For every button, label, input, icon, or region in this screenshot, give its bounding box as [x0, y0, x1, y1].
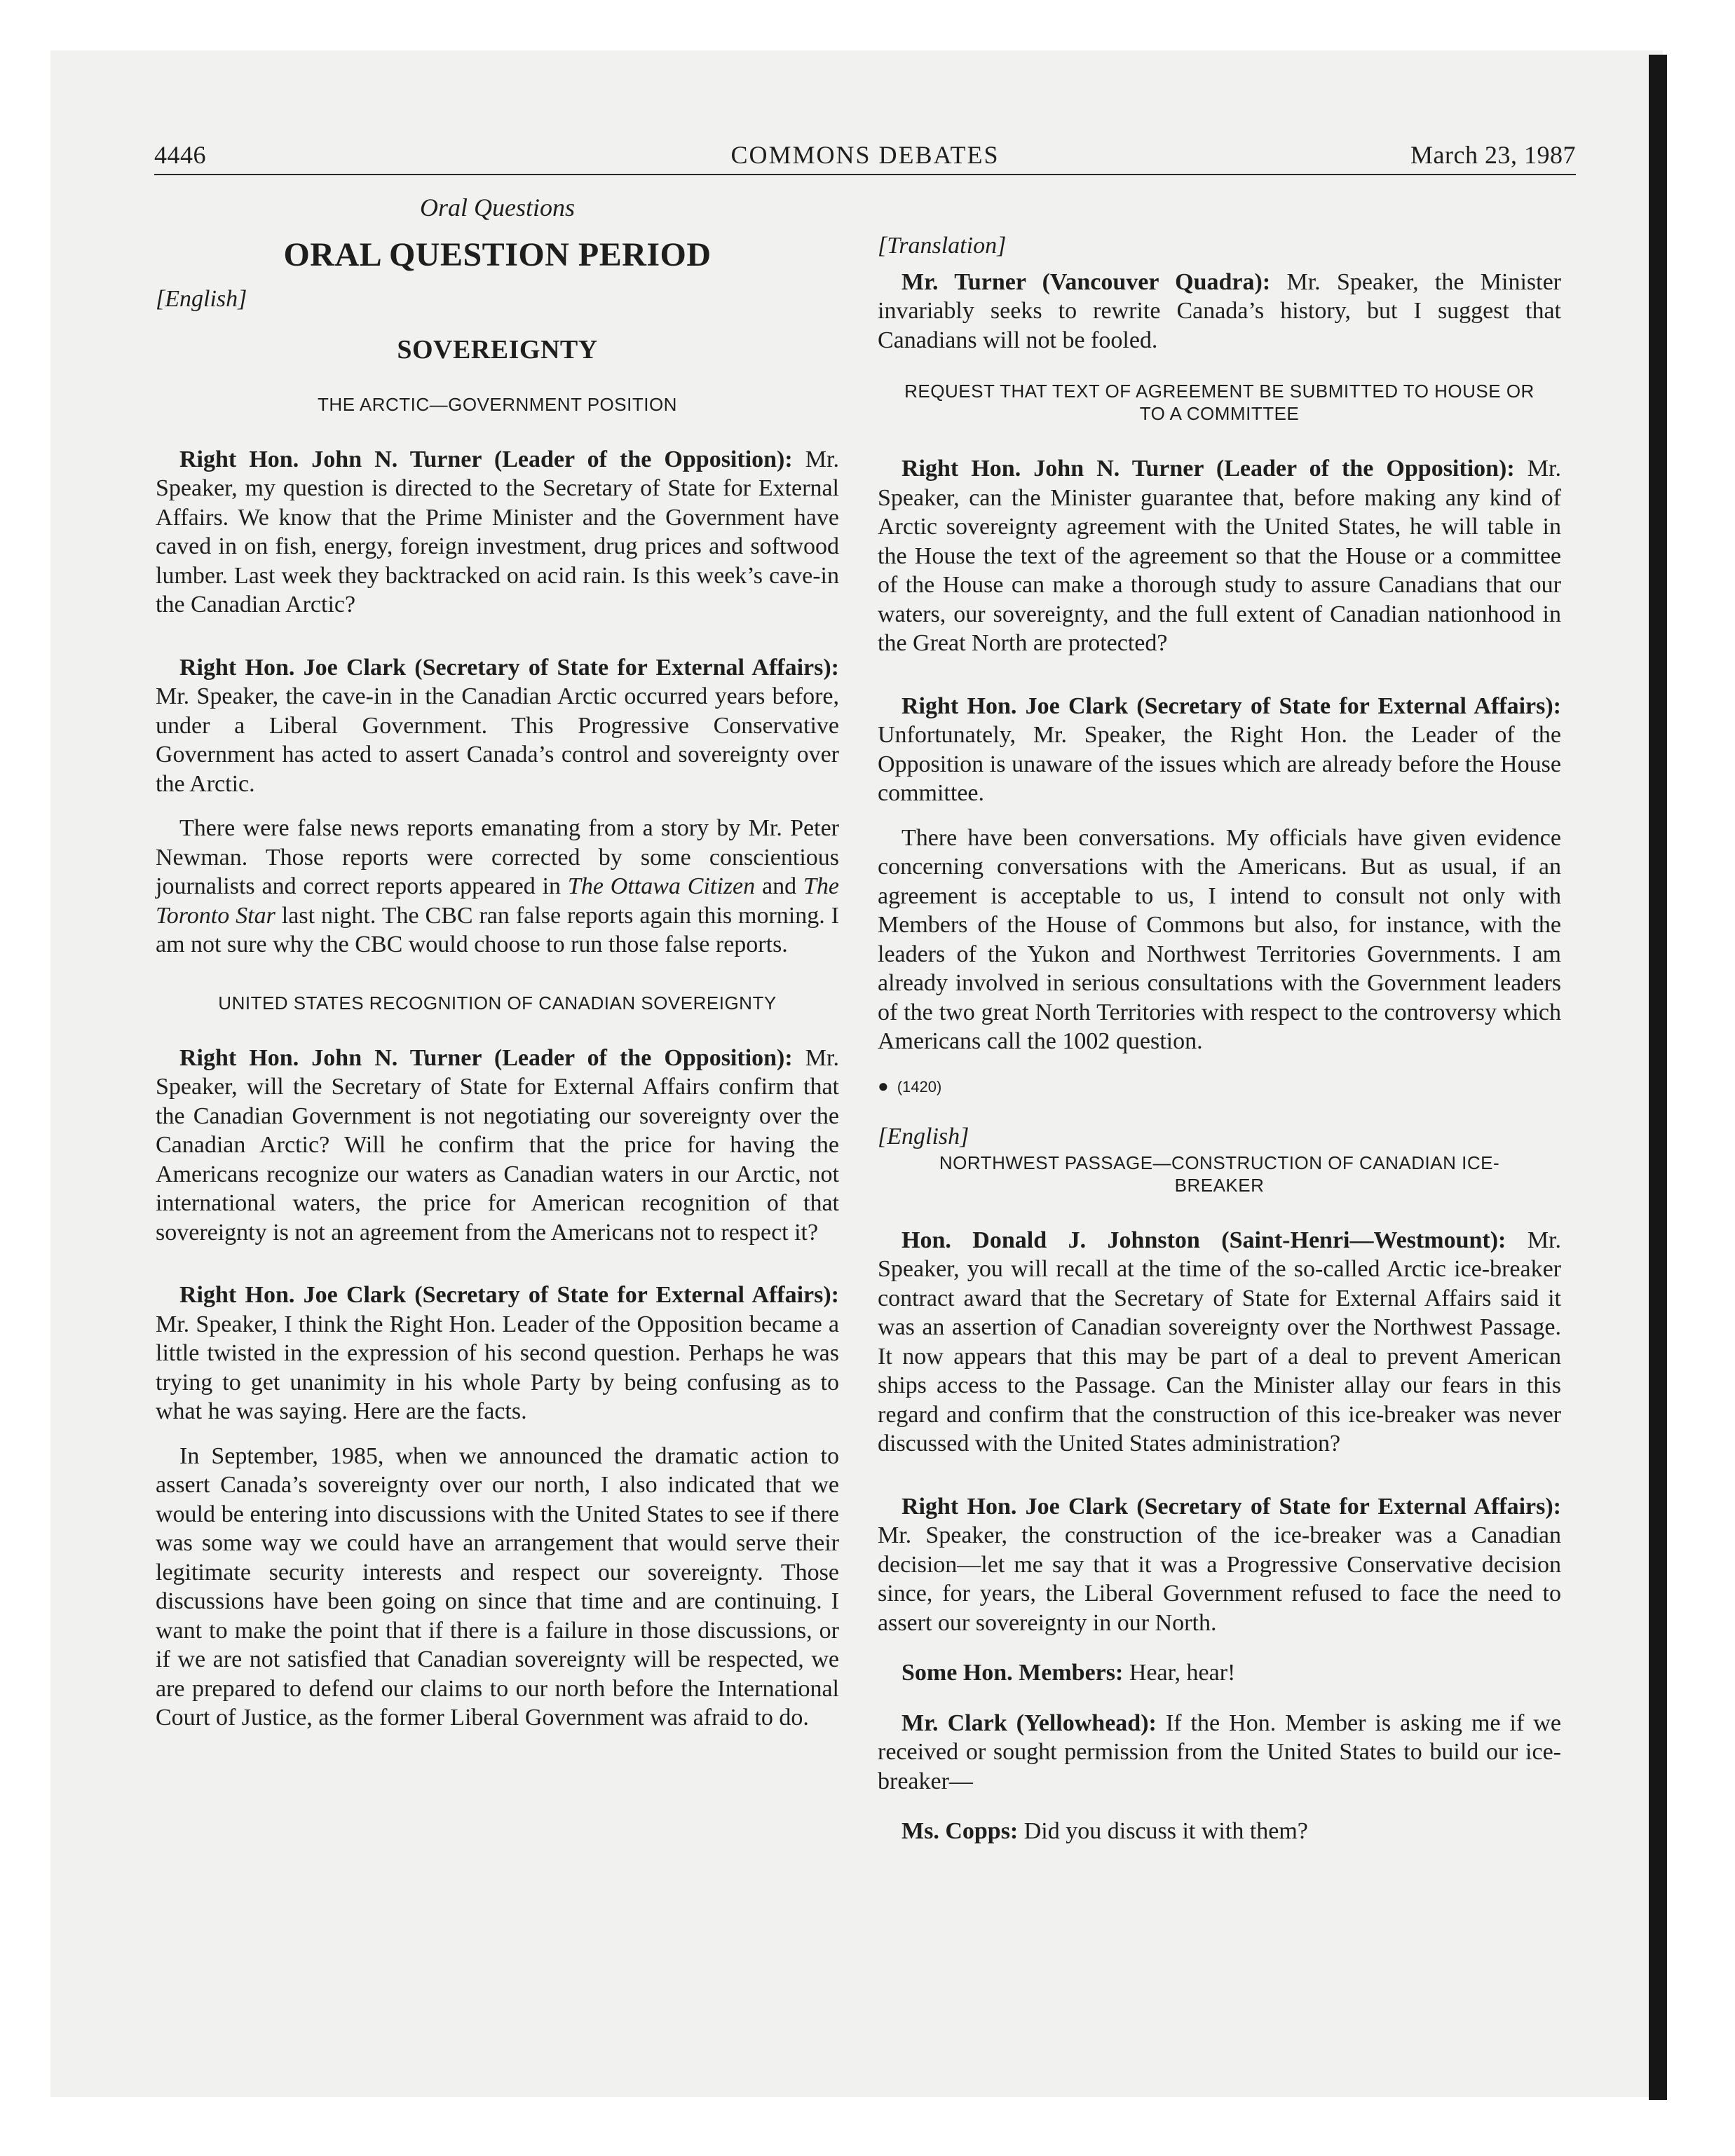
- section-label: Oral Questions: [419, 193, 575, 221]
- speaker-name: Right Hon. Joe Clark (Secretary of State for External Affairs):: [179, 654, 839, 681]
- speaker-name: Mr. Turner (Vancouver Quadra):: [901, 268, 1271, 295]
- speech-turner-4: [878, 454, 1561, 658]
- page-number: 4446: [154, 141, 206, 169]
- topic-heading: UNITED STATES RECOGNITION OF CANADIAN SOVEREIGNTY: [218, 992, 777, 1014]
- speaker-name: Ms. Copps:: [901, 1818, 1019, 1844]
- language-tag: [Translation]: [878, 233, 1007, 259]
- speech-turner-1: [156, 445, 839, 620]
- time-marker: [878, 1072, 1561, 1102]
- speech-clark-3: [878, 692, 1561, 808]
- speech-text: Mr. Speaker, the cave-in in the Canadian Arctic occurred years before, under a Liberal Government. This Progressive Conservative Government has acted to assert Canada’s control and sovereignty over the Arctic.: [156, 683, 839, 797]
- time-marker-text: (1420): [897, 1077, 942, 1096]
- speaker-name: Right Hon. John N. Turner (Leader of the Opposition):: [179, 446, 793, 472]
- topic-heading: NORTHWEST PASSAGE—CONSTRUCTION OF CANADIAN ICE-BREAKER: [939, 1152, 1500, 1196]
- speaker-name: Right Hon. John N. Turner (Leader of the Opposition):: [901, 456, 1515, 482]
- sub-heading: SOVEREIGNTY: [397, 335, 598, 364]
- running-header: [154, 140, 1576, 175]
- speech-turner-3: [878, 268, 1561, 355]
- main-heading: ORAL QUESTION PERIOD: [283, 236, 712, 273]
- speech-clark-2: [156, 1281, 839, 1426]
- speaker-name: Mr. Clark (Yellowhead):: [901, 1710, 1157, 1736]
- speech-text: Did you discuss it with them?: [1018, 1818, 1308, 1844]
- language-tag: [English]: [878, 1124, 969, 1149]
- speech-text: Unfortunately, Mr. Speaker, the Right Hon. the Leader of the Opposition is unaware of the issues which are already before the House committee.: [878, 722, 1561, 806]
- speech-clark-3-continued: There have been conversations. My officials have given evidence concerning conversations with the Americans. But as usual, if an agreement is acceptable to us, I intend to consult not only with Members of the House of Commons but also, for instance, with the leaders of the Yukon and Northwest Territories Governments. I am already involved in serious consultations with the Government leaders of the two great North Territories with respect to the controversy which Americans call the 1002 question.: [878, 824, 1561, 1054]
- speech-text: and: [755, 873, 803, 899]
- speaker-name: Right Hon. Joe Clark (Secretary of State for External Affairs):: [901, 692, 1561, 719]
- speech-clark-1-continued: [156, 814, 839, 960]
- speaker-name: Right Hon. John N. Turner (Leader of the Opposition):: [179, 1044, 793, 1071]
- speech-members: [878, 1658, 1561, 1688]
- speech-clark-1: [156, 653, 839, 799]
- speech-text: Mr. Speaker, the construction of the ice-breaker was a Canadian decision—let me say that it was a Progressive Conservative decision since, for years, the Liberal Government refused to face the need to assert our sovereignty in our North.: [878, 1522, 1561, 1636]
- bullet-icon: ●: [878, 1074, 889, 1096]
- publication-title: COMMONS DEBATES: [730, 141, 1000, 169]
- header-date: March 23, 1987: [1410, 141, 1576, 169]
- speech-text: Hear, hear!: [1123, 1660, 1236, 1686]
- speech-text: last night. The CBC ran false reports again this morning. I am not sure why the CBC would choose to run those false reports.: [156, 902, 839, 957]
- speech-text: There were false news reports emanating from a story by Mr. Peter Newman. Those reports were corrected by some conscientious journalists and correct reports appeared in: [156, 815, 839, 899]
- speech-clark-4: [878, 1492, 1561, 1638]
- speech-text: Mr. Speaker, my question is directed to the Secretary of State for External Affairs. We know that the Prime Minister and the Government have caved in on fish, energy, foreign investment, drug prices and softwood lumber. Last week they backtracked on acid rain. Is this week’s cave-in the Canadian Arctic?: [156, 446, 839, 618]
- right-column: [878, 188, 1561, 1862]
- speech-text: Mr. Speaker, I think the Right Hon. Leader of the Opposition became a little twisted in the expression of his second question. Perhaps he was trying to get unanimity in his whole Party by being confusing as to what he was saying. Here are the facts.: [156, 1311, 839, 1424]
- scan-edge-shadow: [1649, 55, 1667, 2100]
- speech-text: Mr. Speaker, the Minister invariably seeks to rewrite Canada’s history, but I suggest that Canadians will not be fooled.: [878, 268, 1561, 353]
- speech-text: Mr. Speaker, can the Minister guarantee that, before making any kind of Arctic sovereignty agreement with the United States, he will table in the House the text of the agreement so that the House or a committee of the House can make a thorough study to assure Canadians that our waters, our sovereignty, and the full extent of Canadian nationhood in the Great North are protected?: [878, 456, 1561, 656]
- speech-text: Mr. Speaker, you will recall at the time of the so-called Arctic ice-breaker contract award that the Secretary of State for External Affairs said it was an assertion of Canadian sovereignty over the Northwest Passage. It now appears that this may be part of a deal to prevent American ships access to the Passage. Can the Minister allay our fears in this regard and confirm that the construction of this ice-breaker was never discussed with the United States administration?: [878, 1227, 1561, 1456]
- speech-text: Mr. Speaker, will the Secretary of State for External Affairs confirm that the Canadian Government is not negotiating our sovereignty over the Canadian Arctic? Will he confirm that the price for having the Americans recognize our waters as Canadian waters in our Arctic, not international waters, the price for American recognition of that sovereignty is not an agreement from the Americans not to respect it?: [156, 1044, 839, 1246]
- topic-heading: THE ARCTIC—GOVERNMENT POSITION: [318, 393, 677, 415]
- speech-copps: [878, 1817, 1561, 1846]
- speech-johnston: [878, 1226, 1561, 1459]
- left-column: [156, 188, 839, 1748]
- newspaper-title: The Ottawa Citizen: [567, 873, 756, 899]
- speaker-name: Hon. Donald J. Johnston (Saint-Henri—Westmount):: [901, 1227, 1506, 1253]
- speech-clark-2-continued: In September, 1985, when we announced the dramatic action to assert Canada’s sovereignty over our north, I also indicated that we would be entering into discussions with the United States to see if there was some way we could have an arrangement that would serve their legitimate security interests and respect our sovereignty. Those discussions have been going on since that time and are continuing. I want to make the point that if there is a failure in those discussions, or if we are not satisfied that Canadian sovereignty will be respected, we are prepared to defend our claims to our north before the International Court of Justice, as the former Liberal Government was afraid to do.: [156, 1442, 839, 1731]
- speech-text: If the Hon. Member is asking me if we received or sought permission from the United States to build our ice-breaker—: [878, 1710, 1561, 1794]
- speaker-name: Right Hon. Joe Clark (Secretary of State for External Affairs):: [901, 1493, 1561, 1520]
- speech-clark-5: [878, 1709, 1561, 1796]
- speaker-name: Right Hon. Joe Clark (Secretary of State for External Affairs):: [179, 1282, 839, 1308]
- speech-turner-2: [156, 1044, 839, 1248]
- speaker-name: Some Hon. Members:: [901, 1660, 1124, 1686]
- topic-heading: REQUEST THAT TEXT OF AGREEMENT BE SUBMITTED TO HOUSE OR TO A COMMITTEE: [904, 381, 1535, 424]
- newspaper-title: The Toronto Star: [156, 873, 839, 929]
- language-tag: [English]: [156, 285, 247, 312]
